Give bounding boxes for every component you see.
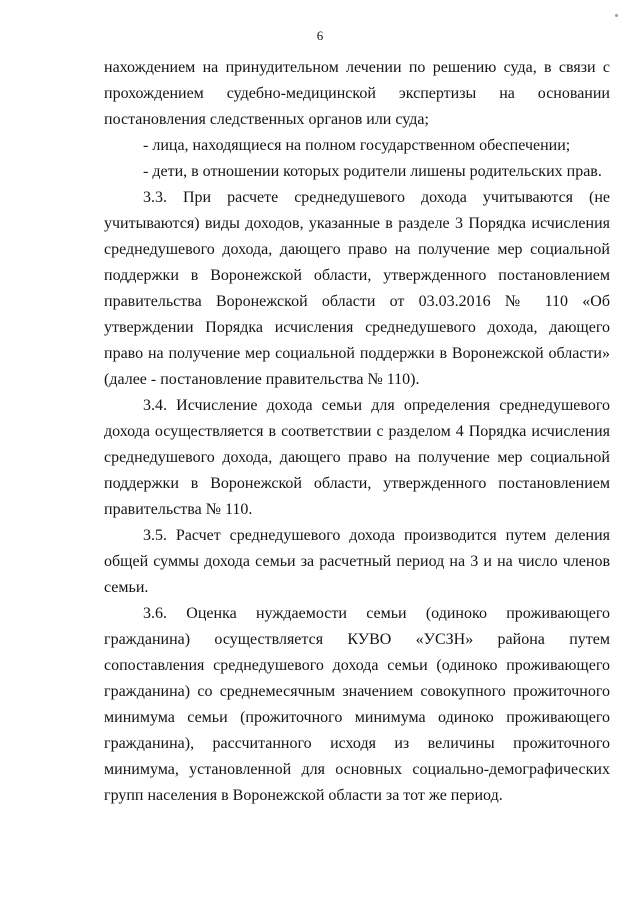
list-item-state-support: - лица, находящиеся на полном государственном обеспечении;: [143, 137, 571, 154]
clause-3-6: 3.6. Оценка нуждаемости семьи (одиноко проживающего гражданина) осуществляется КУВО «УСЗН» района путем сопоставления среднедушевого дохода семьи (одиноко проживающего гражданина) со среднемесячным значением совокупного прожиточного минимума семьи (прожиточного минимума одиноко проживающего гражданина), рассчитанного исходя из величины прожиточного минимума, установленной для основных социально-демографических групп населения в Воронежской области за тот же период.: [104, 605, 610, 804]
list-item-children: - дети, в отношении которых родители лишены родительских прав.: [143, 163, 602, 180]
paragraph-continuation: нахождением на принудительном лечении по решению суда, в связи с прохождением судебно-медицинской экспертизы на основании постановления следственных органов или суда;: [104, 59, 610, 128]
clause-3-4: 3.4. Исчисление дохода семьи для определения среднедушевого дохода осуществляется в соответствии с разделом 4 Порядка исчисления среднедушевого дохода, дающего право на получение мер социальной поддержки в Воронежской области, утвержденного постановлением правительства № 110.: [104, 397, 610, 518]
clause-3-3: 3.3. При расчете среднедушевого дохода учитываются (не учитываются) виды доходов, указанные в разделе 3 Порядка исчисления среднедушевого дохода, дающего право на получение мер социальной поддержки в Воронежской области, утвержденного постановлением правительства Воронежской области от 03.03.2016 № 110 «Об утверждении Порядка исчисления среднедушевого дохода, дающего право на получение мер социальной поддержки в Воронежской области» (далее - постановление правительства № 110).: [104, 189, 610, 388]
scan-speck: [615, 14, 618, 17]
document-body: [104, 55, 610, 809]
page-number: 6: [316, 28, 324, 43]
clause-3-5: 3.5. Расчет среднедушевого дохода производится путем деления общей суммы дохода семьи за расчетный период на 3 и на число членов семьи.: [104, 527, 610, 596]
